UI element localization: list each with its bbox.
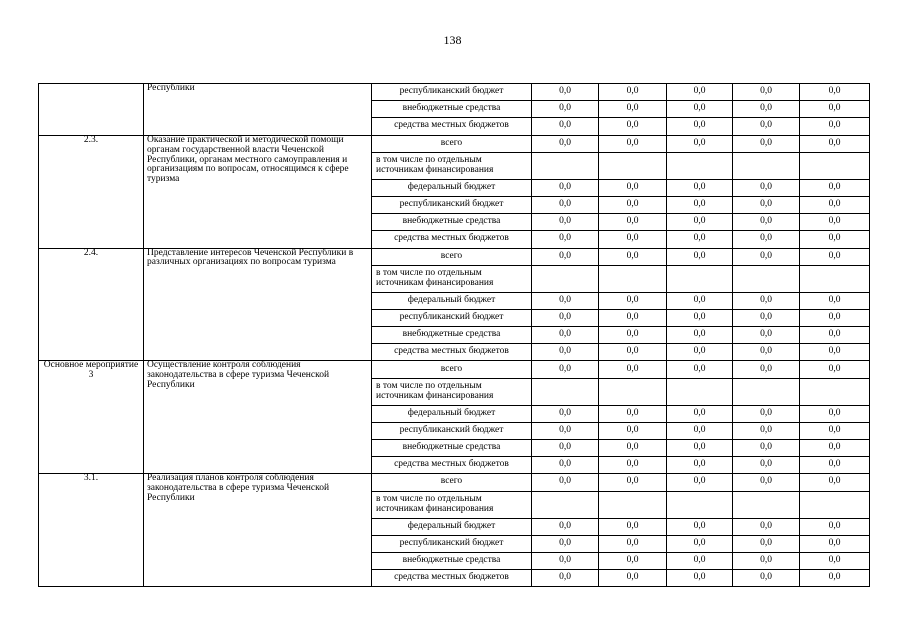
value-cell: 0,0 — [800, 361, 870, 378]
source-extrabudgetary: внебюджетные средства — [372, 101, 532, 118]
empty-cell — [532, 152, 599, 179]
empty-cell — [599, 152, 667, 179]
value-cell: 0,0 — [532, 518, 599, 535]
value-cell: 0,0 — [599, 570, 667, 587]
empty-cell — [733, 491, 800, 518]
table-row — [39, 474, 870, 491]
empty-cell — [733, 265, 800, 292]
code-cell: 2.4. — [39, 248, 144, 361]
value-cell: 0,0 — [532, 309, 599, 326]
value-cell: 0,0 — [733, 518, 800, 535]
value-cell: 0,0 — [733, 101, 800, 118]
source-federal: федеральный бюджет — [372, 179, 532, 196]
value-cell: 0,0 — [667, 101, 733, 118]
value-cell: 0,0 — [667, 535, 733, 552]
value-cell: 0,0 — [599, 535, 667, 552]
source-total: всего — [372, 474, 532, 491]
source-including: в том числе по отдельным источникам финансирования — [372, 152, 532, 179]
value-cell: 0,0 — [599, 135, 667, 152]
value-cell: 0,0 — [532, 422, 599, 439]
value-cell: 0,0 — [733, 405, 800, 422]
value-cell: 0,0 — [667, 440, 733, 457]
source-local: средства местных бюджетов — [372, 457, 532, 474]
value-cell: 0,0 — [733, 214, 800, 231]
value-cell: 0,0 — [667, 327, 733, 344]
value-cell: 0,0 — [532, 344, 599, 361]
source-total: всего — [372, 135, 532, 152]
value-cell: 0,0 — [667, 214, 733, 231]
value-cell: 0,0 — [733, 344, 800, 361]
value-cell: 0,0 — [532, 361, 599, 378]
measure-name: Осуществление контроля соблюдения законодательства в сфере туризма Чеченской Республики — [144, 361, 372, 474]
value-cell: 0,0 — [800, 405, 870, 422]
code-cell: 3.1. — [39, 474, 144, 587]
measure-name: Реализация планов контроля соблюдения законодательства в сфере туризма Чеченской Республики — [144, 474, 372, 587]
value-cell: 0,0 — [733, 292, 800, 309]
empty-cell — [532, 491, 599, 518]
value-cell: 0,0 — [532, 248, 599, 265]
value-cell: 0,0 — [599, 231, 667, 248]
value-cell: 0,0 — [599, 196, 667, 213]
source-local: средства местных бюджетов — [372, 118, 532, 135]
code-cell: Основное мероприятие 3 — [39, 361, 144, 474]
value-cell: 0,0 — [733, 440, 800, 457]
source-republican: республиканский бюджет — [372, 196, 532, 213]
value-cell: 0,0 — [733, 84, 800, 101]
table-row — [39, 361, 870, 378]
source-republican: республиканский бюджет — [372, 535, 532, 552]
value-cell: 0,0 — [532, 214, 599, 231]
value-cell: 0,0 — [733, 474, 800, 491]
value-cell: 0,0 — [532, 327, 599, 344]
value-cell: 0,0 — [599, 179, 667, 196]
value-cell: 0,0 — [667, 231, 733, 248]
page-number: 138 — [443, 33, 462, 47]
source-extrabudgetary: внебюджетные средства — [372, 327, 532, 344]
value-cell: 0,0 — [733, 196, 800, 213]
value-cell: 0,0 — [599, 309, 667, 326]
value-cell: 0,0 — [800, 552, 870, 569]
value-cell: 0,0 — [667, 457, 733, 474]
value-cell: 0,0 — [599, 405, 667, 422]
value-cell: 0,0 — [599, 440, 667, 457]
value-cell: 0,0 — [733, 179, 800, 196]
empty-cell — [667, 152, 733, 179]
value-cell: 0,0 — [532, 84, 599, 101]
value-cell: 0,0 — [667, 570, 733, 587]
value-cell: 0,0 — [599, 361, 667, 378]
value-cell: 0,0 — [800, 135, 870, 152]
source-extrabudgetary: внебюджетные средства — [372, 440, 532, 457]
value-cell: 0,0 — [532, 535, 599, 552]
value-cell: 0,0 — [733, 422, 800, 439]
value-cell: 0,0 — [667, 179, 733, 196]
source-federal: федеральный бюджет — [372, 405, 532, 422]
empty-cell — [733, 152, 800, 179]
empty-cell — [599, 378, 667, 405]
measure-name: Представление интересов Чеченской Республики в различных организациях по вопросам туризма — [144, 248, 372, 361]
value-cell: 0,0 — [599, 118, 667, 135]
value-cell: 0,0 — [667, 344, 733, 361]
budget-table — [38, 83, 870, 587]
value-cell: 0,0 — [532, 474, 599, 491]
measure-name: Оказание практической и методической помощи органам государственной власти Чеченской Республики, органам местного самоуправления и организациям по вопросам, относящимся к сфере туризма — [144, 135, 372, 248]
source-including: в том числе по отдельным источникам финансирования — [372, 265, 532, 292]
value-cell: 0,0 — [532, 457, 599, 474]
table-row — [39, 84, 870, 101]
value-cell: 0,0 — [667, 196, 733, 213]
empty-cell — [800, 265, 870, 292]
value-cell: 0,0 — [599, 214, 667, 231]
value-cell: 0,0 — [667, 474, 733, 491]
value-cell: 0,0 — [800, 518, 870, 535]
value-cell: 0,0 — [599, 552, 667, 569]
value-cell: 0,0 — [800, 101, 870, 118]
empty-cell — [733, 378, 800, 405]
empty-cell — [800, 491, 870, 518]
empty-cell — [599, 265, 667, 292]
source-republican: республиканский бюджет — [372, 309, 532, 326]
value-cell: 0,0 — [667, 552, 733, 569]
value-cell: 0,0 — [532, 405, 599, 422]
source-federal: федеральный бюджет — [372, 518, 532, 535]
empty-cell — [667, 265, 733, 292]
value-cell: 0,0 — [667, 309, 733, 326]
source-republican: республиканский бюджет — [372, 422, 532, 439]
value-cell: 0,0 — [733, 361, 800, 378]
value-cell: 0,0 — [800, 214, 870, 231]
value-cell: 0,0 — [532, 179, 599, 196]
value-cell: 0,0 — [800, 535, 870, 552]
value-cell: 0,0 — [733, 327, 800, 344]
empty-cell — [800, 152, 870, 179]
value-cell: 0,0 — [800, 309, 870, 326]
value-cell: 0,0 — [800, 457, 870, 474]
source-extrabudgetary: внебюджетные средства — [372, 214, 532, 231]
value-cell: 0,0 — [800, 440, 870, 457]
value-cell: 0,0 — [532, 118, 599, 135]
source-republican: республиканский бюджет — [372, 84, 532, 101]
value-cell: 0,0 — [667, 84, 733, 101]
value-cell: 0,0 — [800, 327, 870, 344]
value-cell: 0,0 — [532, 135, 599, 152]
value-cell: 0,0 — [667, 405, 733, 422]
source-local: средства местных бюджетов — [372, 570, 532, 587]
source-total: всего — [372, 248, 532, 265]
value-cell: 0,0 — [800, 248, 870, 265]
empty-cell — [532, 265, 599, 292]
value-cell: 0,0 — [733, 570, 800, 587]
measure-name: Республики — [144, 84, 372, 136]
value-cell: 0,0 — [800, 231, 870, 248]
table-row — [39, 248, 870, 265]
value-cell: 0,0 — [532, 440, 599, 457]
value-cell: 0,0 — [667, 118, 733, 135]
value-cell: 0,0 — [599, 474, 667, 491]
value-cell: 0,0 — [733, 231, 800, 248]
source-federal: федеральный бюджет — [372, 292, 532, 309]
value-cell: 0,0 — [532, 196, 599, 213]
source-local: средства местных бюджетов — [372, 344, 532, 361]
value-cell: 0,0 — [532, 231, 599, 248]
value-cell: 0,0 — [599, 101, 667, 118]
value-cell: 0,0 — [667, 518, 733, 535]
value-cell: 0,0 — [800, 422, 870, 439]
value-cell: 0,0 — [599, 457, 667, 474]
table-row — [39, 135, 870, 152]
value-cell: 0,0 — [733, 309, 800, 326]
value-cell: 0,0 — [800, 84, 870, 101]
source-including: в том числе по отдельным источникам финансирования — [372, 491, 532, 518]
source-total: всего — [372, 361, 532, 378]
value-cell: 0,0 — [599, 422, 667, 439]
value-cell: 0,0 — [599, 84, 667, 101]
value-cell: 0,0 — [667, 135, 733, 152]
code-cell: 2.3. — [39, 135, 144, 248]
value-cell: 0,0 — [800, 474, 870, 491]
value-cell: 0,0 — [667, 248, 733, 265]
value-cell: 0,0 — [532, 101, 599, 118]
value-cell: 0,0 — [733, 135, 800, 152]
value-cell: 0,0 — [599, 292, 667, 309]
value-cell: 0,0 — [800, 570, 870, 587]
value-cell: 0,0 — [800, 196, 870, 213]
code-cell — [39, 84, 144, 136]
value-cell: 0,0 — [733, 552, 800, 569]
value-cell: 0,0 — [532, 570, 599, 587]
value-cell: 0,0 — [800, 118, 870, 135]
value-cell: 0,0 — [599, 327, 667, 344]
value-cell: 0,0 — [599, 344, 667, 361]
value-cell: 0,0 — [800, 344, 870, 361]
value-cell: 0,0 — [733, 248, 800, 265]
empty-cell — [800, 378, 870, 405]
empty-cell — [667, 378, 733, 405]
empty-cell — [599, 491, 667, 518]
value-cell: 0,0 — [532, 552, 599, 569]
value-cell: 0,0 — [733, 457, 800, 474]
value-cell: 0,0 — [667, 422, 733, 439]
value-cell: 0,0 — [599, 248, 667, 265]
source-extrabudgetary: внебюджетные средства — [372, 552, 532, 569]
value-cell: 0,0 — [733, 535, 800, 552]
source-local: средства местных бюджетов — [372, 231, 532, 248]
value-cell: 0,0 — [800, 292, 870, 309]
value-cell: 0,0 — [667, 361, 733, 378]
value-cell: 0,0 — [599, 518, 667, 535]
value-cell: 0,0 — [800, 179, 870, 196]
empty-cell — [532, 378, 599, 405]
value-cell: 0,0 — [733, 118, 800, 135]
value-cell: 0,0 — [667, 292, 733, 309]
empty-cell — [667, 491, 733, 518]
source-including: в том числе по отдельным источникам финансирования — [372, 378, 532, 405]
value-cell: 0,0 — [532, 292, 599, 309]
